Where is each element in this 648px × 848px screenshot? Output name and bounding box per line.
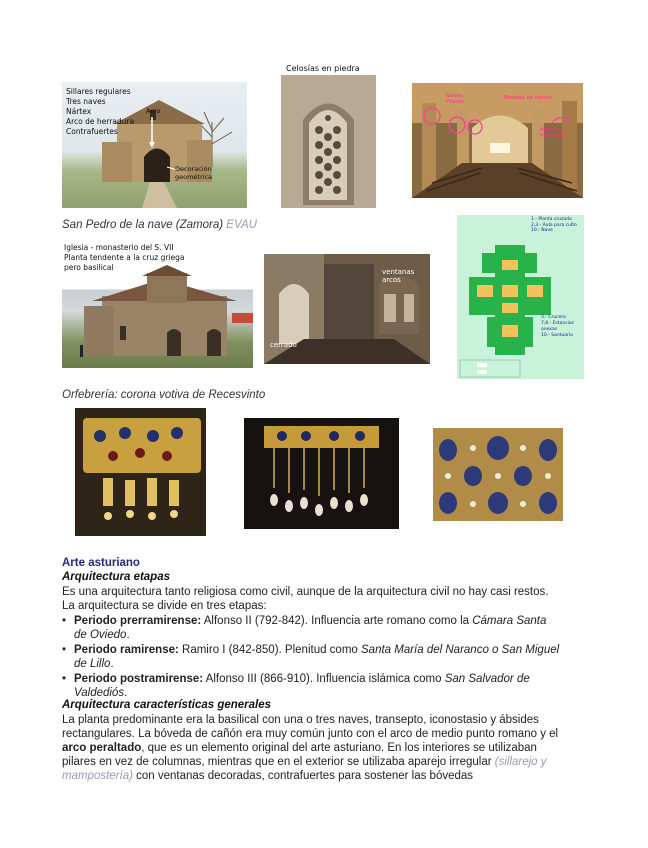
period-example: Santa María del Naranco o San Miguel de Lillo	[74, 644, 560, 670]
section-title: Arte asturiano	[62, 557, 140, 569]
interior-note-4: Arcos de herradura	[540, 127, 568, 139]
plan-note-4: 3.- Crucero	[541, 315, 566, 320]
interior-illustration	[412, 83, 583, 198]
period-item	[62, 614, 562, 642]
crown-2-illustration	[244, 418, 399, 529]
crown-1-illustration	[75, 408, 206, 536]
plan-note-5: 7,8.- Estancias anexas	[541, 321, 575, 332]
p2-part-c: , que es un elemento original del arte asturiano. En los interiores se utilizaban pilares en vez de columnas, mientras que en el exterior se utilizaba aparejo irregular	[62, 742, 537, 768]
annotation-2: Tres naves	[66, 97, 106, 106]
photo-crown-detail	[433, 428, 563, 521]
interior2-label-2a: ventanas	[382, 268, 415, 276]
caption-san-pedro	[62, 219, 257, 231]
caracteristicas-paragraph	[62, 713, 562, 783]
period-example: Cámara Santa de Oviedo	[74, 615, 547, 641]
period-name: Periodo ramirense:	[74, 644, 179, 656]
period-end: .	[126, 629, 130, 641]
plan-note-6: 10.- Santuario	[541, 333, 573, 338]
photo-interior-annotated	[412, 83, 583, 198]
caracteristicas-title: Arquitectura características generales	[62, 699, 272, 711]
interior-note-2: Pilares	[446, 99, 465, 105]
photo-interior-2	[264, 254, 430, 364]
p2-part-e: con ventanas decoradas, contrafuertes para sostener las bóvedas	[132, 770, 474, 782]
photo-celosias	[281, 75, 376, 208]
photo-crown-1	[75, 408, 206, 536]
decoration-label-2: geométrica	[175, 173, 213, 181]
interior2-label-2b: arcos	[382, 276, 401, 284]
crown-detail-illustration	[433, 428, 563, 521]
photo-crown-2	[244, 418, 399, 529]
interior-note-1: Naves	[446, 93, 463, 99]
period-example: San Salvador de Valdediós	[74, 673, 530, 699]
periods-list	[62, 614, 562, 701]
period-end: .	[110, 658, 114, 670]
annotation-4: Arco de herradura	[66, 117, 135, 126]
plan-note-2: 2,3.- Aula para culto	[531, 222, 577, 228]
etapas-title: Arquitectura etapas	[62, 571, 171, 583]
floor-plan-illustration	[457, 215, 584, 379]
photo-floor-plan	[457, 215, 584, 379]
interior2-label: cerrado	[270, 341, 297, 349]
period-name: Periodo postramirense:	[74, 673, 204, 685]
interior-note-3: Bóveda de cañón	[504, 95, 552, 101]
p2-aparejo: (sillarejo y mampostería)	[62, 756, 547, 782]
decoration-label-1: Decoración	[175, 165, 212, 173]
period-name: Periodo prerramirense:	[74, 615, 202, 627]
annotation-5: Contrafuertes	[66, 127, 118, 136]
period-item	[62, 672, 562, 700]
period-text: Alfonso II (792-842). Influencia arte romano como la	[201, 615, 473, 627]
annotation-3: Nártex	[66, 107, 92, 116]
santiago-note-2: Planta tendente a la cruz griega	[64, 253, 185, 262]
photo-cross-church	[62, 241, 253, 368]
plan-note-1: 1.- Planta cruzada	[531, 217, 572, 222]
photo-san-pedro-exterior	[62, 82, 247, 208]
caption-orfebreria: Orfebrería: corona votiva de Recesvinto	[62, 389, 266, 401]
window-lattice-illustration	[281, 75, 376, 208]
caption-san-pedro-text: San Pedro de la nave (Zamora)	[62, 219, 224, 231]
santiago-note-1: Iglesia - monasterio del S. VII	[64, 243, 174, 252]
period-end: .	[124, 687, 128, 699]
p2-arco-peraltado: arco peraltado	[62, 742, 142, 754]
plan-note-3: 10.- Nave	[531, 228, 553, 233]
period-text: Ramiro I (842-850). Plenitud como	[178, 644, 361, 656]
intro-paragraph: Es una arquitectura tanto religiosa como civil, aunque de la arquitectura civil no hay casi restos. La arquitectura se divide en tres etapas:	[62, 586, 549, 612]
celosias-label: Celosías en piedra	[286, 64, 360, 73]
period-item	[62, 643, 562, 671]
evau-link[interactable]: EVAU	[226, 219, 257, 231]
p2-part-a: La planta predominante era la basilical con una o tres naves, transepto, iconostasio y ábsides rectangulares. La bóveda de cañón era muy común junto con el arco de medio punto romano y el	[62, 714, 559, 740]
period-text: Alfonso III (866-910). Influencia islámica como	[203, 673, 445, 685]
santiago-note-3: pero basilical	[64, 263, 114, 272]
arch-label: Arco	[146, 107, 161, 115]
annotation-1: Sillares regulares	[66, 87, 131, 96]
